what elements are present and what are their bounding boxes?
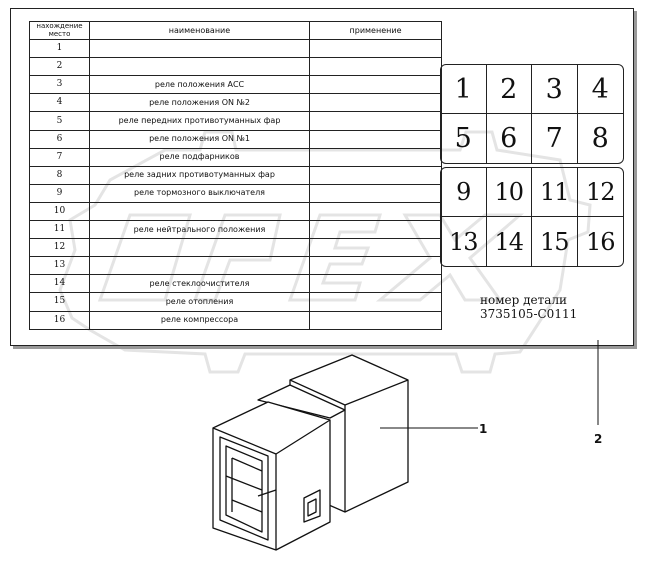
row-position: 11 [30,221,90,239]
relay-slot: 12 [578,168,624,217]
row-name: реле компрессора [90,311,310,329]
relay-slot: 5 [441,114,487,163]
relay-slot: 13 [441,217,487,266]
relay-slot: 6 [487,114,533,163]
row-position: 4 [30,94,90,112]
relay-slot: 2 [487,65,533,114]
row-position: 12 [30,239,90,257]
relay-slot: 7 [532,114,578,163]
row-position: 13 [30,257,90,275]
relay-slot: 4 [578,65,624,114]
relay-slot: 9 [441,168,487,217]
row-name: реле положения ON №2 [90,94,310,112]
row-position: 7 [30,148,90,166]
header-position: нахождение место [30,22,90,40]
row-name: реле тормозного выключателя [90,184,310,202]
row-position: 9 [30,184,90,202]
row-name: реле отопления [90,293,310,311]
row-position: 2 [30,58,90,76]
row-name: реле задних противотуманных фар [90,166,310,184]
row-position: 1 [30,40,90,58]
row-position: 8 [30,166,90,184]
callout-connector: 1 [479,422,488,436]
row-name: реле положения АСС [90,76,310,94]
relay-slot: 16 [585,227,615,256]
row-name: реле подфарников [90,148,310,166]
relay-slot: 11 [532,168,578,217]
row-position: 15 [30,293,90,311]
row-position: 14 [30,275,90,293]
relay-slot: 14 [487,217,533,266]
row-name: реле стеклоочистителя [90,275,310,293]
callout-panel: 2 [594,432,603,446]
row-name: реле положения ON №1 [90,130,310,148]
relay-slot: 8 [591,123,609,154]
header-use: применение [310,22,442,40]
part-number-value: 3735105-C0111 [480,307,578,321]
row-position: 6 [30,130,90,148]
relay-slot: 1 [441,65,487,114]
row-name: реле передних противотуманных фар [90,112,310,130]
relay-slot: 10 [487,168,533,217]
row-position: 3 [30,76,90,94]
relay-slot: 3 [532,65,578,114]
row-position: 16 [30,311,90,329]
part-number-label: номер детали [480,293,568,307]
row-position: 10 [30,202,90,220]
header-name: наименование [90,22,310,40]
row-name: реле нейтрального положения [90,221,310,239]
relay-slot: 15 [532,217,578,266]
row-position: 5 [30,112,90,130]
